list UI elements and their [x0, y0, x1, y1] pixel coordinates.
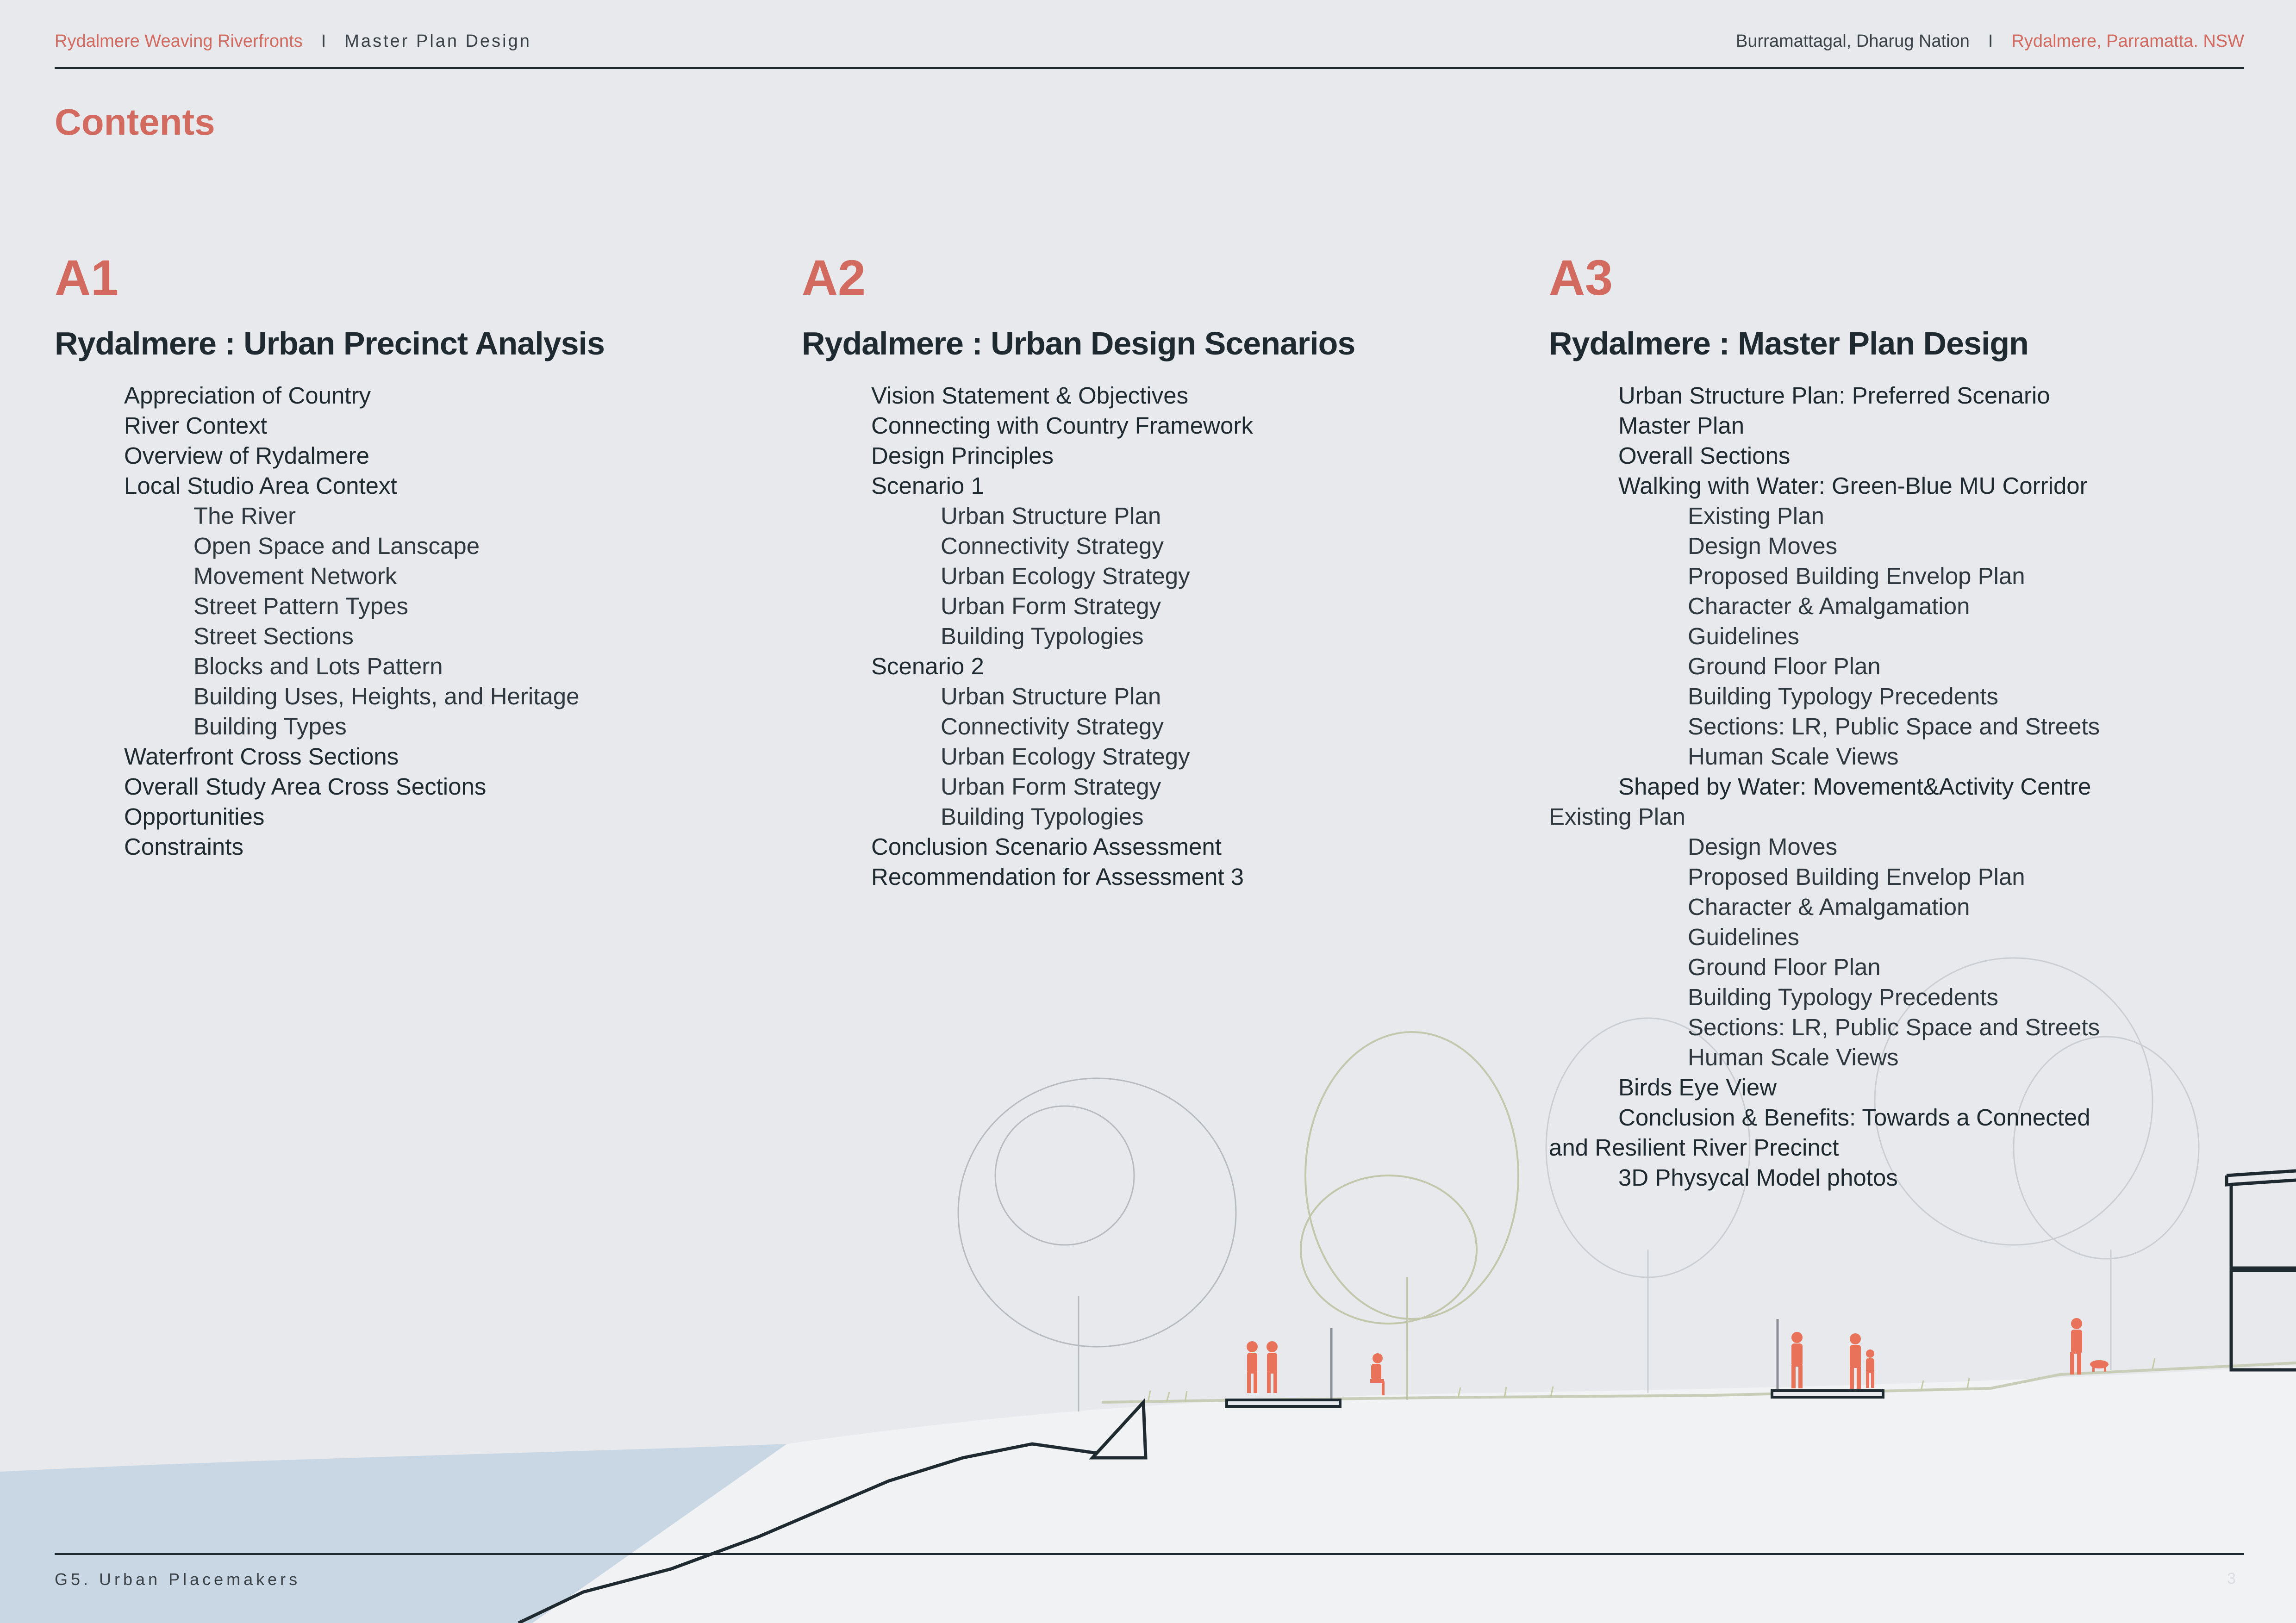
footer-rule: [55, 1553, 2244, 1555]
contents-item[interactable]: Recommendation for Assessment 3: [871, 864, 1244, 890]
contents-subitem[interactable]: Sections: LR, Public Space and Streets: [1688, 713, 2100, 740]
boardwalk-2: [1772, 1391, 1883, 1397]
contents-subitem[interactable]: Sections: LR, Public Space and Streets: [1688, 1014, 2100, 1040]
contents-subitem[interactable]: Urban Ecology Strategy: [941, 743, 1190, 770]
section-code: A1: [55, 249, 119, 305]
tree-outlines: [958, 1078, 1236, 1412]
contents-subitem[interactable]: Proposed Building Envelop Plan: [1688, 864, 2025, 890]
header-right: [1736, 31, 2244, 51]
contents-subitem[interactable]: Existing Plan: [1688, 503, 1824, 529]
contents-item[interactable]: Appreciation of Country: [124, 382, 371, 409]
country-name: Burramattagal, Dharug Nation: [1736, 31, 1970, 51]
contents-subitem[interactable]: Building Typology Precedents: [1688, 683, 1998, 709]
contents-subitem[interactable]: Human Scale Views: [1688, 743, 1899, 770]
contents-subitem[interactable]: Urban Ecology Strategy: [941, 563, 1190, 589]
contents-subitem[interactable]: Movement Network: [193, 563, 397, 589]
contents-item[interactable]: Shaped by Water: Movement&Activity Centre: [1618, 773, 2091, 800]
contents-subitem[interactable]: Proposed Building Envelop Plan: [1688, 563, 2025, 589]
contents-subitem[interactable]: Building Typology Precedents: [1688, 984, 1998, 1010]
contents-subitem[interactable]: Urban Structure Plan: [941, 503, 1161, 529]
header-left: [55, 31, 531, 51]
contents-subitem[interactable]: Building Typologies: [941, 803, 1144, 830]
contents-subitem[interactable]: Open Space and Lanscape: [193, 533, 480, 559]
contents-subitem[interactable]: Urban Form Strategy: [941, 593, 1161, 619]
contents-item[interactable]: 3D Physycal Model photos: [1618, 1164, 1898, 1191]
contents-item[interactable]: Overall Study Area Cross Sections: [124, 773, 487, 800]
tree-foliage-green: [1301, 1032, 1518, 1400]
contents-subitem[interactable]: Human Scale Views: [1688, 1044, 1899, 1070]
contents-item[interactable]: Vision Statement & Objectives: [871, 382, 1189, 409]
contents-item[interactable]: Conclusion Scenario Assessment: [871, 833, 1222, 860]
contents-subitem[interactable]: Building Types: [193, 713, 347, 740]
contents-subitem[interactable]: Building Uses, Heights, and Heritage: [193, 683, 580, 709]
section-title: Rydalmere : Master Plan Design: [1549, 325, 2028, 361]
contents-subitem[interactable]: Connectivity Strategy: [941, 713, 1164, 740]
contents-item[interactable]: Overview of Rydalmere: [124, 442, 369, 469]
contents-item[interactable]: Birds Eye View: [1618, 1074, 1777, 1101]
project-name: Rydalmere Weaving Riverfronts: [55, 31, 303, 51]
contents-subitem[interactable]: Blocks and Lots Pattern: [193, 653, 443, 679]
contents-subitem[interactable]: Ground Floor Plan: [1688, 954, 1881, 980]
contents-item-continued[interactable]: and Resilient River Precinct: [1549, 1134, 1839, 1161]
studio-name: G5. Urban Placemakers: [55, 1570, 301, 1589]
contents-subitem[interactable]: Building Typologies: [941, 623, 1144, 649]
contents-item[interactable]: Master Plan: [1618, 412, 1745, 439]
contents-item[interactable]: Scenario 2: [871, 653, 984, 679]
contents-item[interactable]: Conclusion & Benefits: Towards a Connected: [1618, 1104, 2090, 1131]
contents-item[interactable]: Scenario 1: [871, 473, 984, 499]
boardwalk-1: [1227, 1400, 1340, 1406]
contents-subitem[interactable]: Design Moves: [1688, 533, 1838, 559]
header-separator: I: [321, 31, 326, 51]
contents-subitem[interactable]: Urban Structure Plan: [941, 683, 1161, 709]
contents-subitem[interactable]: Guidelines: [1688, 623, 1799, 649]
document-name: Master Plan Design: [344, 31, 531, 51]
contents-subitem[interactable]: Existing Plan: [1549, 803, 1685, 830]
contents-item[interactable]: Urban Structure Plan: Preferred Scenario: [1618, 382, 2050, 409]
section-code: A3: [1549, 249, 1613, 305]
contents-item[interactable]: Walking with Water: Green-Blue MU Corridor: [1618, 473, 2088, 499]
contents-list: [1549, 380, 2243, 1193]
contents-item[interactable]: Design Principles: [871, 442, 1054, 469]
section-title: Rydalmere : Urban Precinct Analysis: [55, 325, 605, 361]
section-code: A2: [802, 249, 866, 305]
contents-item[interactable]: Connecting with Country Framework: [871, 412, 1253, 439]
section-a1: [55, 250, 749, 862]
contents-subitem[interactable]: Character & Amalgamation: [1688, 593, 1970, 619]
header-rule: [55, 67, 2244, 69]
section-a3: [1549, 250, 2243, 1193]
section-a2: [802, 250, 1496, 892]
contents-subitem[interactable]: Guidelines: [1688, 924, 1799, 950]
contents-subitem[interactable]: Street Pattern Types: [193, 593, 408, 619]
contents-subitem[interactable]: Design Moves: [1688, 833, 1838, 860]
contents-subitem[interactable]: Urban Form Strategy: [941, 773, 1161, 800]
header-separator-right: I: [1988, 31, 1993, 51]
contents-subitem[interactable]: The River: [193, 503, 296, 529]
contents-item[interactable]: Overall Sections: [1618, 442, 1791, 469]
building-outline: [2227, 1171, 2296, 1370]
contents-item[interactable]: River Context: [124, 412, 267, 439]
contents-list: [55, 380, 749, 862]
ground-mass: [532, 1365, 2296, 1623]
location-name: Rydalmere, Parramatta. NSW: [2011, 31, 2244, 51]
contents-subitem[interactable]: Connectivity Strategy: [941, 533, 1164, 559]
contents-subitem[interactable]: Ground Floor Plan: [1688, 653, 1881, 679]
contents-item[interactable]: Local Studio Area Context: [124, 473, 397, 499]
page-title: Contents: [55, 101, 215, 143]
contents-subitem[interactable]: Character & Amalgamation: [1688, 894, 1970, 920]
contents-item[interactable]: Waterfront Cross Sections: [124, 743, 399, 770]
section-title: Rydalmere : Urban Design Scenarios: [802, 325, 1355, 361]
page-number: 3: [2227, 1570, 2236, 1587]
contents-item[interactable]: Opportunities: [124, 803, 265, 830]
contents-subitem[interactable]: Street Sections: [193, 623, 354, 649]
contents-list: [802, 380, 1496, 892]
contents-item[interactable]: Constraints: [124, 833, 243, 860]
